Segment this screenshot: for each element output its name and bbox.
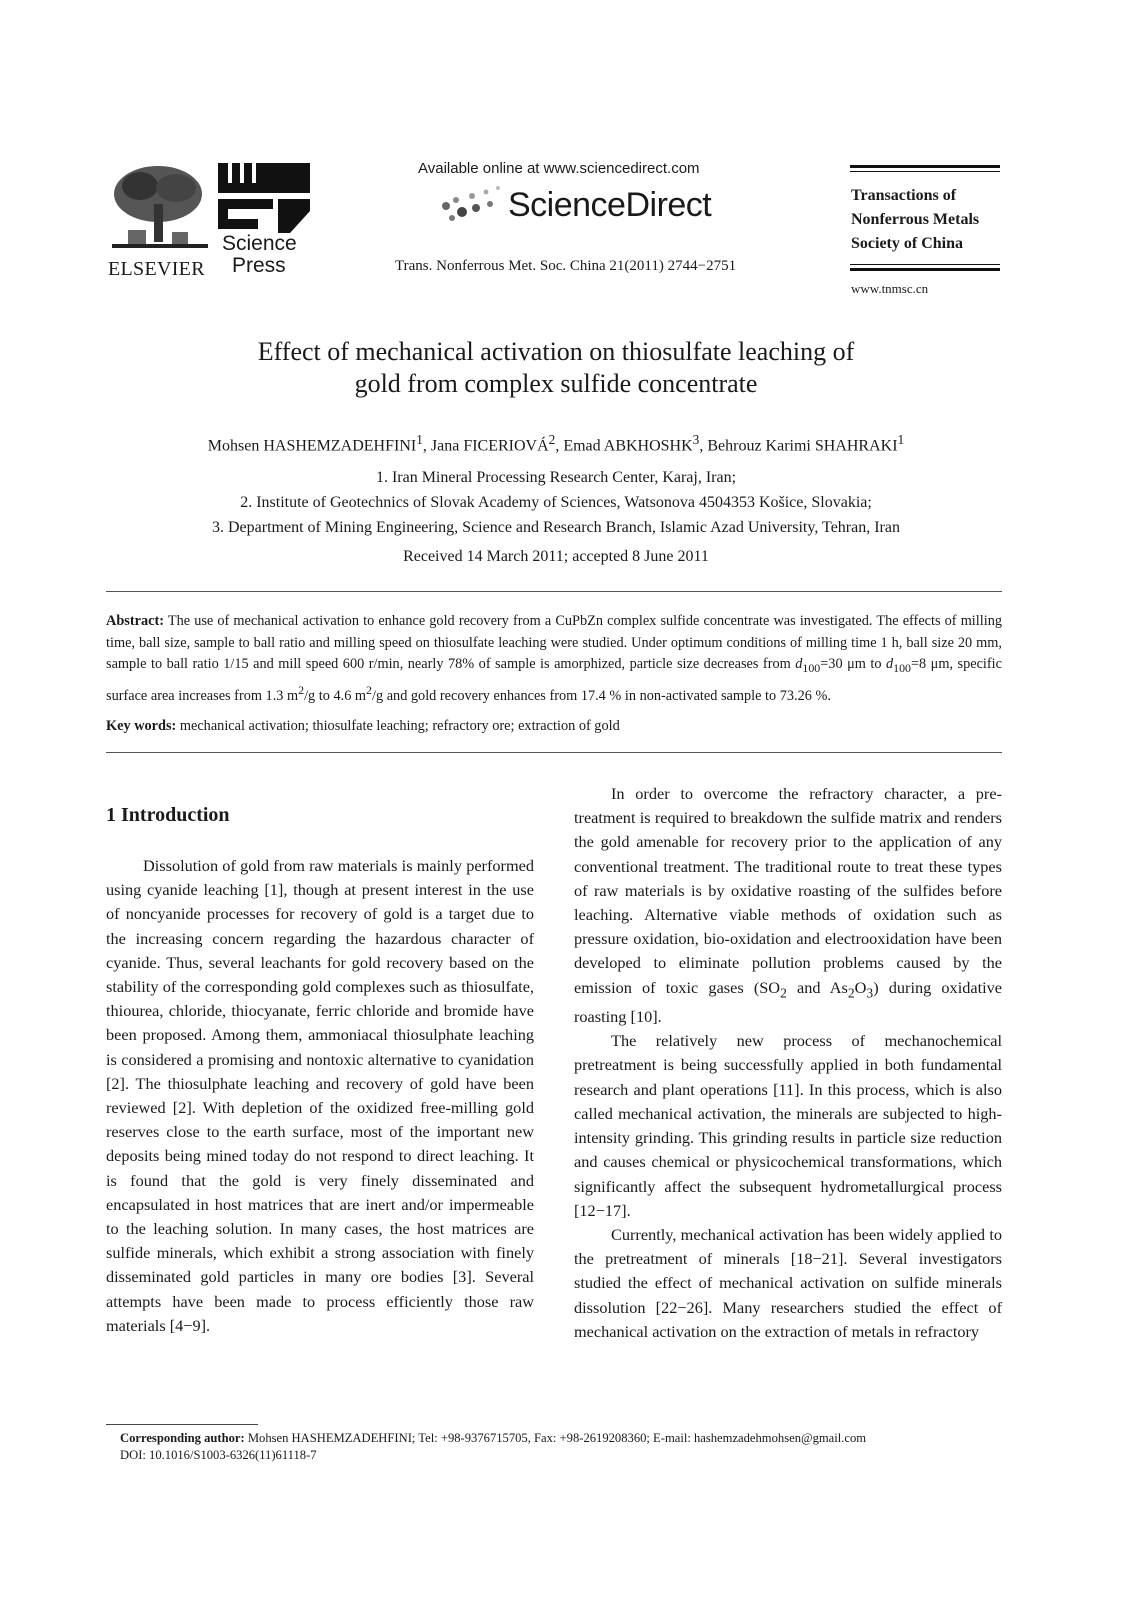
keywords-text: mechanical activation; thiosulfate leaching; refractory ore; extraction of gold: [179, 718, 620, 734]
author-name: Mohsen HASHEMZADEHFINI: [207, 437, 417, 455]
abstract-text-1: The use of mechanical activation to enhance gold recovery from a CuPbZn complex sulfide concentrate was investigated. The effects of milling time, ball size, sample to ball ratio and milling speed on thiosulfate leaching were studied. Under optimum conditions of milling time 1 h, ball size 20 mm, sample to ball ratio 1/15 and mill speed 600 r/min, nearly 78% of sample is amorphized, particle size decreases from: [106, 613, 1002, 673]
affiliation-item: 3. Department of Mining Engineering, Science and Research Branch, Islamic Azad University, Tehran, Iran: [212, 519, 900, 536]
formula-subscript: 3: [866, 984, 874, 1000]
author-affiliation-mark: 3: [692, 432, 700, 447]
journal-title-line-3: Society of China: [851, 235, 963, 252]
footnote-rule: [106, 1424, 258, 1425]
paragraph-text: ) during oxidative roasting [10].: [574, 977, 1002, 1027]
author-affiliation-mark: 2: [548, 432, 556, 447]
journal-rule-bottom: [850, 268, 1000, 271]
abstract: [106, 611, 1002, 707]
received-dates: Received 14 March 2011; accepted 8 June 2011: [403, 548, 709, 565]
abstract-d100-var-1: d: [795, 656, 803, 673]
abstract-label: Abstract:: [106, 613, 164, 629]
author-list: Mohsen HASHEMZADEHFINI$^1$, Jana FICERIOVÁ$^2$, Emad ABKHOSHK$^3$, Behrouz Karimi SHAHRAKI$^1$: [207, 432, 905, 455]
abstract-sup-2: 2: [366, 682, 372, 697]
paragraph-text: In order to overcome the refractory character, a pre-treatment is required to breakdown the sulfide matrix and renders the gold amenable for recovery prior to the application of any conventional treatment. The traditional route to treat these types of raw materials is by oxidative roasting of the sulfides before leaching. Alternative viable methods of oxidation such as pressure oxidation, bio-oxidation and electrooxidation have been developed to eliminate pollution problems caused by the emission of toxic gases (SO: [574, 784, 1002, 997]
author-affiliation-mark: 1: [897, 432, 905, 447]
article-title: [110, 336, 1002, 400]
body-paragraph: The relatively new process of mechanochemical pretreatment is being successfully applied in both fundamental research and plant operations [11]. In this process, which is also called mechanical activation, the minerals are subjected to high-intensity grinding. This grinding results in particle size reduction and causes chemical or physicochemical transformations, which significantly affect the subsequent hydrometallurgical process [12−17].: [574, 1031, 1002, 1220]
body-paragraph: [574, 782, 1002, 1029]
right-column: [574, 782, 1002, 1344]
available-online-text: Available online at www.sciencedirect.com: [418, 160, 700, 177]
author-name: Emad ABKHOSHK: [563, 437, 693, 455]
abstract-text-2: =30 μm to: [820, 656, 886, 673]
affiliation-item: 1. Iran Mineral Processing Research Center, Karaj, Iran;: [375, 469, 737, 486]
doi-line[interactable]: DOI: 10.1016/S1003-6326(11)61118-7: [120, 1448, 317, 1462]
abstract-text-3: =8 μm, specific surface area increases from 1.3 m: [106, 656, 1002, 704]
formula-subscript: 2: [847, 984, 855, 1000]
journal-rule-top: [850, 165, 1000, 168]
journal-citation: Trans. Nonferrous Met. Soc. China 21(2011) 2744−2751: [395, 258, 737, 274]
article-title-line-1: Effect of mechanical activation on thiosulfate leaching of: [257, 337, 855, 366]
abstract-d100-sub-1: 100: [802, 661, 821, 676]
abstract-sup-1: 2: [298, 682, 305, 697]
footnote-text: Mohsen HASHEMZADEHFINI; Tel: +98-9376715705, Fax: +98-2619208360; E-mail: hashemzadehmohsen@gmail.com: [247, 1431, 867, 1445]
keywords: [106, 716, 1002, 737]
section-heading-introduction: 1 Introduction: [106, 804, 230, 826]
divider-bottom: [106, 752, 1002, 753]
elsevier-wordmark: ELSEVIER: [108, 258, 205, 280]
journal-title-line-1: Transactions of: [851, 187, 957, 204]
science-press-mark-icon: [218, 163, 310, 233]
journal-url[interactable]: www.tnmsc.cn: [851, 281, 929, 296]
paragraph-text: O: [854, 977, 867, 997]
abstract-d100-sub-2: 100: [893, 661, 911, 676]
journal-rule-top-thin: [850, 171, 1000, 172]
footnote-label: Corresponding author:: [120, 1431, 245, 1445]
elsevier-tree-icon: [110, 160, 210, 256]
sciencedirect-wordmark: ScienceDirect: [508, 186, 712, 224]
corresponding-author-line: [120, 1430, 1000, 1447]
sciencedirect-dots-icon: [438, 184, 508, 224]
divider-top: [106, 591, 1002, 592]
keywords-label: Key words:: [106, 718, 177, 734]
abstract-text-4: /g to 4.6 m: [304, 687, 367, 704]
formula-subscript: 2: [780, 984, 787, 1000]
abstract-d100-var-2: d: [885, 656, 894, 673]
elsevier-logo: [108, 160, 213, 280]
author-name: Jana FICERIOVÁ: [430, 437, 549, 455]
affiliation-list: [110, 465, 1002, 540]
abstract-text-5: /g and gold recovery enhances from 17.4 % in non-activated sample to 73.26 %.: [372, 687, 831, 704]
left-column: [106, 854, 534, 1338]
journal-rule-bottom-thin: [850, 264, 1000, 265]
science-press-word-1: Science: [222, 232, 297, 255]
body-paragraph: Currently, mechanical activation has been widely applied to the pretreatment of minerals [18−21]. Several investigators studied the effect of mechanical activation on sulfide minerals dissolution [22−26]. Many researchers studied the effect of mechanical activation on the extraction of metals in refractory: [574, 1224, 1002, 1341]
footnote: [120, 1430, 1000, 1464]
science-press-logo: [218, 163, 318, 283]
science-press-word-2: Press: [232, 254, 286, 277]
journal-title-line-2: Nonferrous Metals: [851, 211, 980, 228]
paragraph-text: and As: [786, 977, 848, 997]
affiliation-item: 2. Institute of Geotechnics of Slovak Academy of Sciences, Watsonova 4504353 Košice, Slovakia;: [240, 494, 872, 511]
body-paragraph: Dissolution of gold from raw materials is mainly performed using cyanide leaching [1], though at present interest in the use of noncyanide processes for recovery of gold is a target due to the increasing concern regarding the hazardous character of cyanide. Thus, several leachants for gold recovery based on the stability of the corresponding gold complexes such as thiosulfate, thiourea, chloride, thiocyanate, ferric chloride and bromide have been proposed. Among them, ammoniacal thiosulphate leaching is considered a promising and nontoxic alternative to cyanidation [2]. The thiosulphate leaching and recovery of gold have been reviewed [2]. With depletion of the oxidized free-milling gold reserves close to the earth surface, most of the important new deposits being mined today do not respond to direct leaching. It is found that the gold is very finely disseminated and encapsulated in host matrices that are inert and/or impermeable to the leaching solution. In many cases, the host matrices are sulfide minerals, which exhibit a strong association with finely disseminated gold particles in many ore bodies [3]. Several attempts have been made to process efficiently those raw materials [4−9].: [106, 856, 534, 1335]
author-affiliation-mark: 1: [416, 432, 423, 447]
author-name: Behrouz Karimi SHAHRAKI: [707, 437, 898, 455]
article-title-line-2: gold from complex sulfide concentrate: [354, 369, 758, 398]
journal-title: [851, 184, 979, 256]
